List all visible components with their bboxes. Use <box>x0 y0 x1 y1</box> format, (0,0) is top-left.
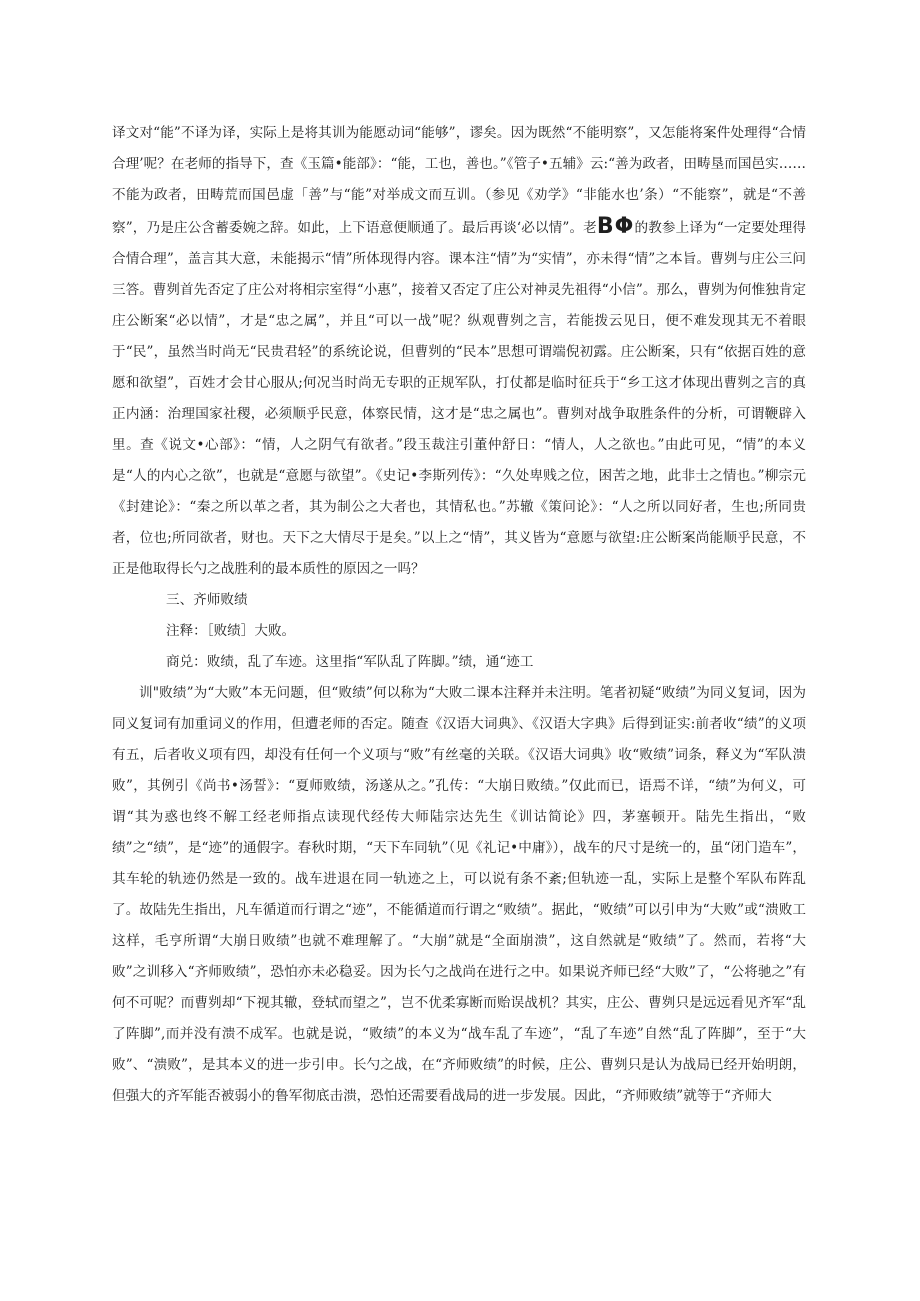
paragraph-qing-text-a: 译文对“能”不译为译，实际上是将其训为能愿动词“能够”，谬矣。因为既然“不能明察”，又怎能将案件处理得“合情合理’呢？在老师的指导下，查《玉篇•能部》：“能，工也，善也。”《管子•五辅》云:“善为政者，田畴垦而国邑实……不能为政者，田畴荒而国邑虚「善”与“能”对举成文而互训。（参见《劝学》“非能水也’条）“不能察”，就是“不善察”，乃是庄公含蓄委婉之辞。如此，上下语意便顺通了。最后再谈‘必以情”。老 <box>112 125 806 236</box>
section-heading: 三、齐师败绩 <box>166 592 248 608</box>
document-page <box>112 118 806 1112</box>
paragraph-qing-text-b: 的教参上译为“一定要处理得合情合理”，盖言其大意，未能揭示“情”所体现得内容。课本注“情”为“实情”，亦未得“情”之本旨。曹刿与庄公三问三答。曹刿首先否定了庄公对将相宗室得“小惠”，接着又否定了庄公对神灵先祖得“小信”。那么，曹刿为何惟独肯定庄公断案“必以情”，才是“忠之属”，并且“可以一战”呢？纵观曹刿之言，若能拨云见日，便不难发现其无不着眼于“民”，虽然当时尚无“民贵君轻”的系统论说，但曹刿的“民本”思想可谓端倪初露。庄公断案，只有“依据百姓的意愿和欲望”，百姓才会甘心服从;何况当时尚无专职的正规军队，打仗都是临时征兵于“乡工这才体现出曹刿之言的真正内涵：治理国家社稷，必须顺乎民意，体察民情，这才是“忠之属也”。曹刿对战争取胜条件的分析，可谓鞭辟入里。查《说文•心部》：“情，人之阴气有欲者。”段玉裁注引董仲舒日：“情人，人之欲也。”由此可见，“情”的本义是“人的内心之欲”，也就是“意愿与欲望”。《史记•李斯列传》：“久处卑贱之位，困苦之地，此非士之情也。”柳宗元《封建论》：“秦之所以革之者，其为制公之大者也，其情私也。”苏辙《策问论》：“人之所以同好者，生也;所同贵者，位也;所同欲者，财也。天下之大情尽于是矣。”以上之“情”，其义皆为“意愿与欲望:庄公断案尚能顺乎民意，不正是他取得长勺之战胜利的最本质性的原因之一吗？ <box>112 220 807 577</box>
shangdui-line: 商兑：败绩，乱了车迹。这里指“军队乱了阵脚。”绩，通“迹工 <box>166 654 534 670</box>
stray-big-letters: BΦ <box>596 214 635 239</box>
annotation-note: 注释：［败绩］大败。 <box>166 623 296 639</box>
paragraph-qing <box>112 118 806 585</box>
paragraph-baiji: 训"败绩”为“大败”本无问题，但“败绩”何以称为“大败二课本注释并未注明。笔者初疑“败绩”为同义复词，因为同义复词有加重词义的作用，但遭老师的否定。随查《汉语大词典》、《汉语大字典》后得到证实:前者收“绩”的义项有五，后者收义项有四，却没有任何一个义项与“败”有丝毫的关联。《汉语大词典》收“败绩”词条，释义为“军队溃败”，其例引《尚书•汤誓》：“夏师败绩，汤遂从之。”孔传：“大崩日败绩。”仅此而已，语焉不详，“绩”为何义，可谓“其为惑也终不解工经老师指点读现代经传大师陆宗达先生《训诂简论》四，茅塞顿开。陆先生指出，“败绩”之“绩”，是“迹”的通假字。春秋时期，“天下车同轨”（见《礼记•中庸》），战车的尺寸是统一的，虽“闭门造车”，其车轮的轨迹仍然是一致的。战车进退在同一轨迹之上，可以说有条不紊;但轨迹一乱，实际上是整个军队布阵乱了。故陆先生指出，凡车循道而行谓之“迹”，不能循道而行谓之“败绩”。据此，“败绩”可以引申为“大败”或“溃败工这样，毛亨所谓“大崩日败绩”也就不难理解了。“大崩”就是“全面崩溃”，这自然就是“败绩”了。然而，若将“大败”之训移入“齐师败绩”，恐怕亦未必稳妥。因为长勺之战尚在进行之中。如果说齐师已经“大败”了，“公将驰之”有何不可呢？而曹刿却“下视其辙，登轼而望之”，岂不优柔寡断而贻误战机？其实，庄公、曹刿只是远远看见齐军“乱了阵脚”,而并没有溃不成军。也就是说，“败绩”的本义为“战车乱了车迹”，“乱了车迹”自然“乱了阵脚”，至于“大败”、“溃败”，是其本义的进一步引申。长勺之战，在“齐师败绩”的时候，庄公、曹刿只是认为战局已经开始明朗，但强大的齐军能否被弱小的鲁军彻底击溃，恐怕还需要看战局的进一步发展。因此，“齐师败绩”就等于“齐师大 <box>112 685 806 1104</box>
